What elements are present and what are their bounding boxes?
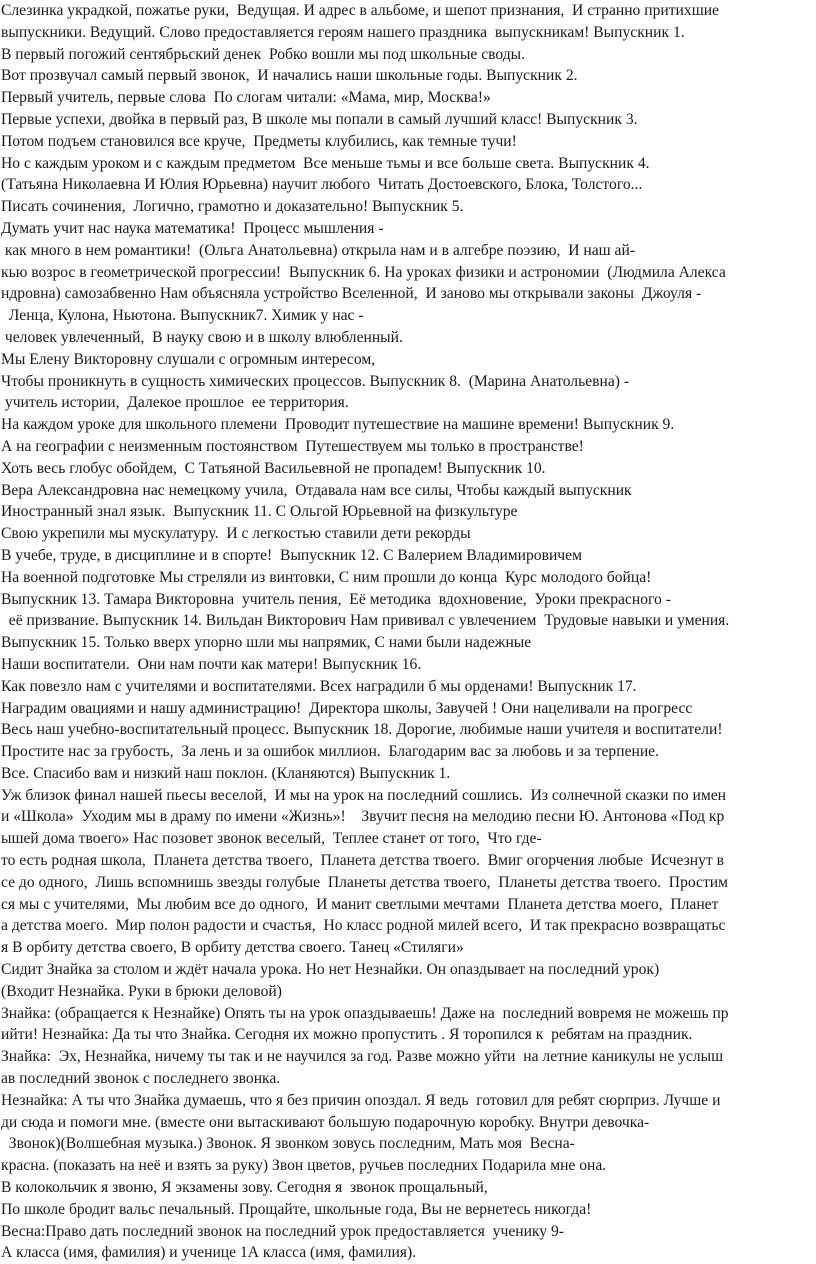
text-line: ийти! Незнайка: Да ты что Знайка. Сегодня их можно пропустить . Я торопился к ребятам на праздник. <box>1 1026 693 1044</box>
text-line: Наши воспитатели. Они нам почти как матери! Выпускник 16. <box>1 655 422 673</box>
text-line: Уж близок финал нашей пьесы веселой, И мы на урок на последний сошлись. Из солнечной сказки по имен <box>1 786 727 804</box>
text-line: кью возрос в геометрической прогрессии! Выпускник 6. На уроках физики и астрономии (Людмила Алекса <box>1 263 726 281</box>
text-line: се до одного, Лишь вспомнишь звезды голубые Планеты детства твоего, Планеты детства твоего. Простим <box>1 873 729 891</box>
text-line: Вот прозвучал самый первый звонок, И начались наши школьные годы. Выпускник 2. <box>1 67 578 85</box>
text-line: Знайка: (обращается к Незнайке) Опять ты на урок опаздываешь! Даже на последний вовремя не можешь пр <box>1 1004 729 1022</box>
text-line: Но с каждым уроком и с каждым предметом Все меньше тьмы и все больше света. Выпускник 4. <box>1 154 650 172</box>
text-line: А класса (имя, фамилия) и ученице 1А класса (имя, фамилия). <box>1 1244 417 1262</box>
text-line: Иностранный знал язык. Выпускник 11. С Ольгой Юрьевной на физкультуре <box>1 503 518 521</box>
text-line: Весна:Право дать последний звонок на последний урок предоставляется ученику 9- <box>1 1222 564 1240</box>
text-line: В колокольчик я звоню, Я экзамены зову. Сегодня я звонок прощальный, <box>1 1179 488 1197</box>
text-line: А на географии с неизменным постоянством Путешествуем мы только в пространстве! <box>1 437 584 455</box>
text-line: Знайка: Эх, Незнайка, ничему ты так и не научился за год. Разве можно уйти на летние каникулы не услыш <box>1 1048 724 1066</box>
text-line: человек увлеченный, В науку свою и в школу влюбленный. <box>1 328 403 346</box>
text-line: красна. (показать на неё и взять за руку) Звон цветов, ручьев последних Подарила мне она. <box>1 1157 607 1175</box>
text-line: и «Школа» Уходим мы в драму по имени «Жизнь»! Звучит песня на мелодию песни Ю. Антонова «Под кр <box>1 808 725 826</box>
text-line: На военной подготовке Мы стреляли из винтовки, С ним прошли до конца Курс молодого бойца! <box>1 568 652 586</box>
text-line: Писать сочинения, Логично, грамотно и доказательно! Выпускник 5. <box>1 198 464 216</box>
text-line: Хоть весь глобус обойдем, С Татьяной Васильевной не пропадем! Выпускник 10. <box>1 459 546 477</box>
text-line: Чтобы проникнуть в сущность химических процессов. Выпускник 8. (Марина Анатольевна) - <box>1 372 630 390</box>
text-line: Весь наш учебно-воспитательный процесс. Выпускник 18. Дорогие, любимые наши учителя и воспитатели! <box>1 721 723 739</box>
text-line: ав последний звонок с последнего звонка. <box>1 1070 281 1088</box>
text-line: ндровна) самозабвенно Нам объясняла устройство Вселенной, И заново мы открывали законы Джоуля - <box>1 285 702 303</box>
text-line: ышей дома твоего» Нас позовет звонок веселый, Теплее станет от того, Что где- <box>1 830 542 848</box>
text-line: Потом подъем становился все круче, Предметы клубились, как темные тучи! <box>1 132 517 150</box>
text-line: Слезинка украдкой, пожатье руки, Ведущая. И адрес в альбоме, и шепот признания, И странно притихшие <box>1 2 719 19</box>
text-line: По школе бродит вальс печальный. Прощайте, школьные года, Вы не вернетесь никогда! <box>1 1200 592 1218</box>
text-line: Сидит Знайка за столом и ждёт начала урока. Но нет Незнайки. Он опаздывает на последний урок) <box>1 961 660 979</box>
text-line: ди сюда и помоги мне. (вместе они вытаскивают большую подарочную коробку. Внутри девочка- <box>1 1113 650 1131</box>
text-line: Все. Спасибо вам и низкий наш поклон. (Кланяются) Выпускник 1. <box>1 764 451 782</box>
text-line: а детства моего. Мир полон радости и счастья, Но класс родной милей всего, И так прекрасно возвращатьс <box>1 917 726 935</box>
text-line: В первый погожий сентябрьский денек Робко вошли мы под школьные своды. <box>1 45 526 63</box>
text-line: Простите нас за грубость, За лень и за ошибок миллион. Благодарим вас за любовь и за терпение. <box>1 743 660 761</box>
text-line: её призвание. Выпускник 14. Вильдан Викторович Нам прививал с увлечением Трудовые навыки и умения. <box>1 612 730 630</box>
text-line: На каждом уроке для школьного племени Проводит путешествие на машине времени! Выпускник 9. <box>1 416 675 434</box>
text-line: Выпускник 15. Только вверх упорно шли мы напрямик, С нами были надежные <box>1 634 532 652</box>
text-line: выпускники. Ведущий. Слово предоставляется героям нашего праздника выпускникам! Выпускник 1. <box>1 23 685 41</box>
text-line: Первый учитель, первые слова По слогам читали: «Мама, мир, Москва!» <box>1 89 491 107</box>
text-line: Мы Елену Викторовну слушали с огромным интересом, <box>1 350 376 368</box>
text-line: (Входит Незнайка. Руки в брюки деловой) <box>1 982 282 1000</box>
text-line: Как повезло нам с учителями и воспитателями. Всех наградили б мы орденами! Выпускник 17. <box>1 677 637 695</box>
text-line: то есть родная школа, Планета детства твоего, Планета детства твоего. Вмиг огорчения любые Исчезнут в <box>1 852 724 870</box>
text-line: В учебе, труде, в дисциплине и в спорте! Выпускник 12. С Валерием Владимировичем <box>1 546 582 564</box>
text-line: я В орбиту детства своего, В орбиту детства своего. Танец «Стиляги» <box>1 939 464 957</box>
text-line: Думать учит нас наука математика! Процесс мышления - <box>1 219 384 237</box>
text-line: Выпускник 13. Тамара Викторовна учитель пения, Её методика вдохновение, Уроки прекрасного - <box>1 590 671 608</box>
text-line: как много в нем романтики! (Ольга Анатольевна) открыла нам и в алгебре поэзию, И наш ай- <box>1 241 636 259</box>
text-line: Наградим овациями и нашу администрацию! Директора школы, Завучей ! Они нацеливали на прогресс <box>1 699 693 717</box>
text-line: Звонок)(Волшебная музыка.) Звонок. Я звонком зовусь последним, Мать моя Весна- <box>1 1135 575 1153</box>
text-line: (Татьяна Николаевна И Юлия Юрьевна) научит любого Читать Достоевского, Блока, Толстого... <box>1 176 643 194</box>
text-line: Незнайка: А ты что Знайка думаешь, что я без причин опоздал. Я ведь готовил для ребят сюрприз. Лучше и <box>1 1091 721 1109</box>
text-line: Ленца, Кулона, Ньютона. Выпускник7. Химик у нас - <box>1 307 364 325</box>
text-line: учитель истории, Далекое прошлое ее территория. <box>1 394 349 412</box>
text-line: Первые успехи, двойка в первый раз, В школе мы попали в самый лучший класс! Выпускник 3. <box>1 110 638 128</box>
text-line: Вера Александровна нас немецкому учила, Отдавала нам все силы, Чтобы каждый выпускник <box>1 481 632 499</box>
text-line: Свою укрепили мы мускулатуру. И с легкостью ставили дети рекорды <box>1 525 471 543</box>
text-line: ся мы с учителями, Мы любим все до одного, И манит светлыми мечтами Планета детства моего, Планет <box>1 895 719 913</box>
